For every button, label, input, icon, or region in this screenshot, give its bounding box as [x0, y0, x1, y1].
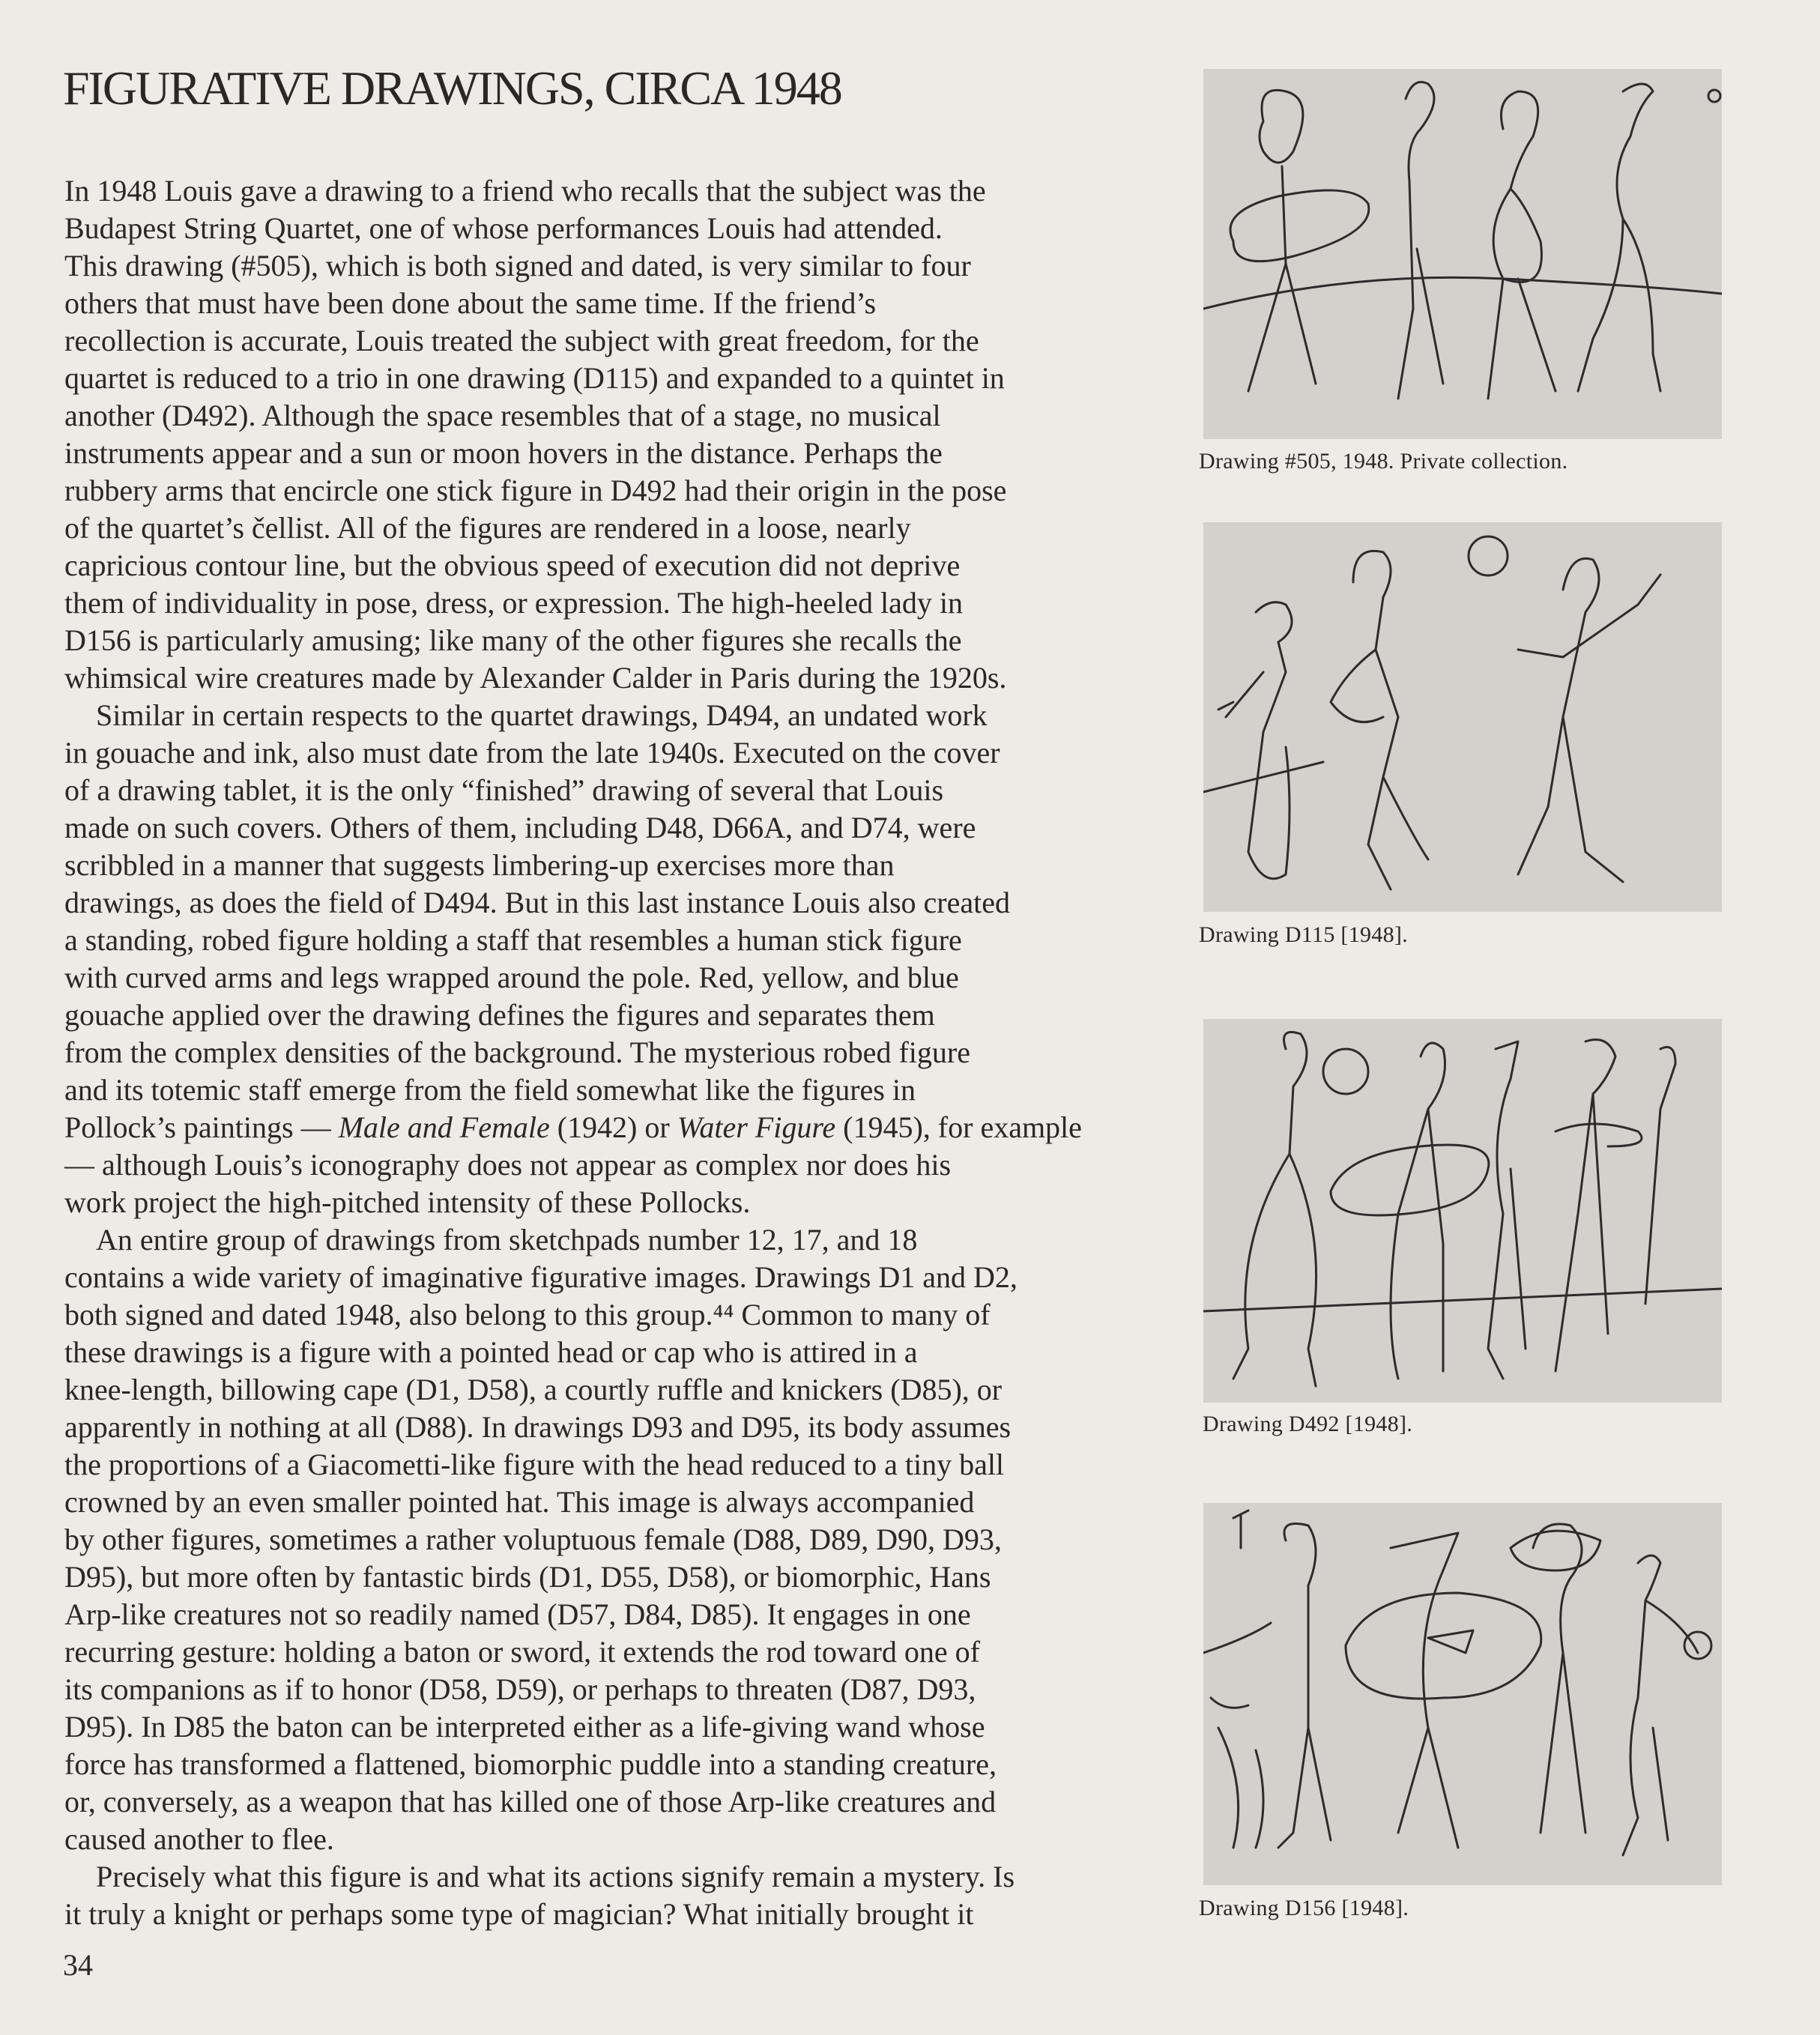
figures-with-lady-drawing: [1203, 1503, 1722, 1885]
text-line: contains a wide variety of imaginative figurative images. Drawings D1 and D2,: [64, 1260, 1018, 1294]
text-line: made on such covers. Others of them, including D48, D66A, and D74, were: [64, 811, 976, 844]
text-line: from the complex densities of the background. The mysterious robed figure: [64, 1035, 970, 1069]
artwork-title-male-and-female: Male and Female: [338, 1110, 550, 1144]
text-line: gouache applied over the drawing defines the figures and separates them: [64, 998, 935, 1032]
text-line: of a drawing tablet, it is the only “finished” drawing of several that Louis: [64, 773, 944, 807]
trio-figures-drawing: [1203, 522, 1722, 912]
text-line: it truly a knight or perhaps some type of magician? What initially brought it: [64, 1897, 974, 1931]
text-line: force has transformed a flattened, biomorphic puddle into a standing creature,: [64, 1747, 997, 1781]
text-line: by other figures, sometimes a rather voluptuous female (D88, D89, D90, D93,: [64, 1523, 1002, 1556]
text-line: apparently in nothing at all (D88). In drawings D93 and D95, its body assumes: [64, 1410, 1012, 1444]
text-line: both signed and dated 1948, also belong to this group.⁴⁴ Common to many of: [64, 1298, 991, 1331]
text-line: others that must have been done about the same time. If the friend’s: [64, 286, 877, 320]
text-line: with curved arms and legs wrapped around the pole. Red, yellow, and blue: [64, 961, 959, 994]
text-line: Similar in certain respects to the quartet drawings, D494, an undated work: [96, 698, 988, 732]
text-line: This drawing (#505), which is both signed and dated, is very similar to four: [64, 249, 971, 282]
body-text: [64, 172, 1155, 1933]
figure-caption: Drawing D156 [1948].: [1199, 1896, 1409, 1920]
drawing-d156-image: [1203, 1503, 1722, 1885]
text-line: in gouache and ink, also must date from the late 1940s. Executed on the cover: [64, 736, 1000, 769]
text-line: D156 is particularly amusing; like many of the other figures she recalls the: [64, 623, 962, 657]
text-line: D95), but more often by fantastic birds (D1, D55, D58), or biomorphic, Hans: [64, 1560, 991, 1594]
text-line: or, conversely, as a weapon that has killed one of those Arp-like creatures and: [64, 1785, 997, 1818]
text-line: Arp-like creatures not so readily named (D57, D84, D85). It engages in one: [64, 1597, 971, 1631]
text-line: An entire group of drawings from sketchpads number 12, 17, and 18: [96, 1223, 918, 1257]
text-line: recollection is accurate, Louis treated the subject with great freedom, for the: [64, 324, 979, 357]
page-number: 34: [63, 1948, 93, 1982]
text-line: recurring gesture: holding a baton or sword, it extends the rod toward one of: [64, 1635, 980, 1669]
page-title: FIGURATIVE DRAWINGS, CIRCA 1948: [63, 61, 841, 115]
quintet-figures-drawing: [1203, 1019, 1722, 1403]
artwork-title-water-figure: Water Figure: [677, 1110, 836, 1144]
text-line: these drawings is a figure with a pointed head or cap who is attired in a: [64, 1335, 918, 1369]
text-line: whimsical wire creatures made by Alexander Calder in Paris during the 1920s.: [64, 661, 1007, 695]
text-line: drawings, as does the field of D494. But in this last instance Louis also created: [64, 886, 1010, 919]
figure-caption: Drawing D492 [1948].: [1203, 1412, 1413, 1436]
text-line: and its totemic staff emerge from the field somewhat like the figures in: [64, 1073, 916, 1107]
stick-figures-drawing: [1203, 69, 1722, 439]
text-line: another (D492). Although the space resembles that of a stage, no musical: [64, 399, 941, 432]
text-line: Precisely what this figure is and what its actions signify remain a mystery. Is: [96, 1860, 1015, 1893]
text-line: work project the high-pitched intensity of these Pollocks.: [64, 1185, 751, 1219]
text-line: a standing, robed figure holding a staff that resembles a human stick figure: [64, 923, 962, 957]
text-run: (1945), for example: [835, 1110, 1082, 1144]
text-line: quartet is reduced to a trio in one drawing (D115) and expanded to a quintet in: [64, 361, 1005, 395]
text-line: rubbery arms that encircle one stick figure in D492 had their origin in the pose: [64, 474, 1007, 507]
text-line: caused another to flee.: [64, 1822, 334, 1856]
figure-caption: Drawing #505, 1948. Private collection.: [1199, 449, 1568, 474]
text-line: the proportions of a Giacometti-like figure with the head reduced to a tiny ball: [64, 1448, 1005, 1481]
text-line-with-titles: [64, 1109, 1155, 1146]
text-line: capricious contour line, but the obvious speed of execution did not deprive: [64, 548, 961, 582]
text-line: its companions as if to honor (D58, D59), or perhaps to threaten (D87, D93,: [64, 1672, 976, 1706]
paragraph-4: [64, 1858, 1155, 1933]
paragraph-1: [64, 172, 1155, 697]
text-line: scribbled in a manner that suggests limbering-up exercises more than: [64, 848, 895, 882]
text-line: instruments appear and a sun or moon hovers in the distance. Perhaps the: [64, 436, 943, 470]
text-run: (1942) or: [549, 1110, 677, 1144]
figure-caption: Drawing D115 [1948].: [1199, 922, 1409, 947]
text-line: crowned by an even smaller pointed hat. This image is always accompanied: [64, 1485, 975, 1519]
paragraph-2: [64, 697, 1155, 1221]
text-line: them of individuality in pose, dress, or expression. The high-heeled lady in: [64, 586, 964, 620]
drawing-d492-image: [1203, 1019, 1722, 1403]
text-line: Budapest String Quartet, one of whose performances Louis had attended.: [64, 211, 943, 245]
drawing-505-image: [1203, 69, 1722, 439]
text-line: D95). In D85 the baton can be interpreted either as a life-giving wand whose: [64, 1710, 985, 1744]
text-line: In 1948 Louis gave a drawing to a friend who recalls that the subject was the: [64, 174, 986, 208]
text-line: knee-length, billowing cape (D1, D58), a courtly ruffle and knickers (D85), or: [64, 1373, 1003, 1406]
text-run: Pollock’s paintings —: [64, 1110, 339, 1144]
paragraph-3: [64, 1221, 1155, 1858]
text-line: — although Louis’s iconography does not appear as complex nor does his: [64, 1148, 952, 1182]
text-line: of the quartet’s čellist. All of the figures are rendered in a loose, nearly: [64, 511, 911, 545]
drawing-d115-image: [1203, 522, 1722, 912]
